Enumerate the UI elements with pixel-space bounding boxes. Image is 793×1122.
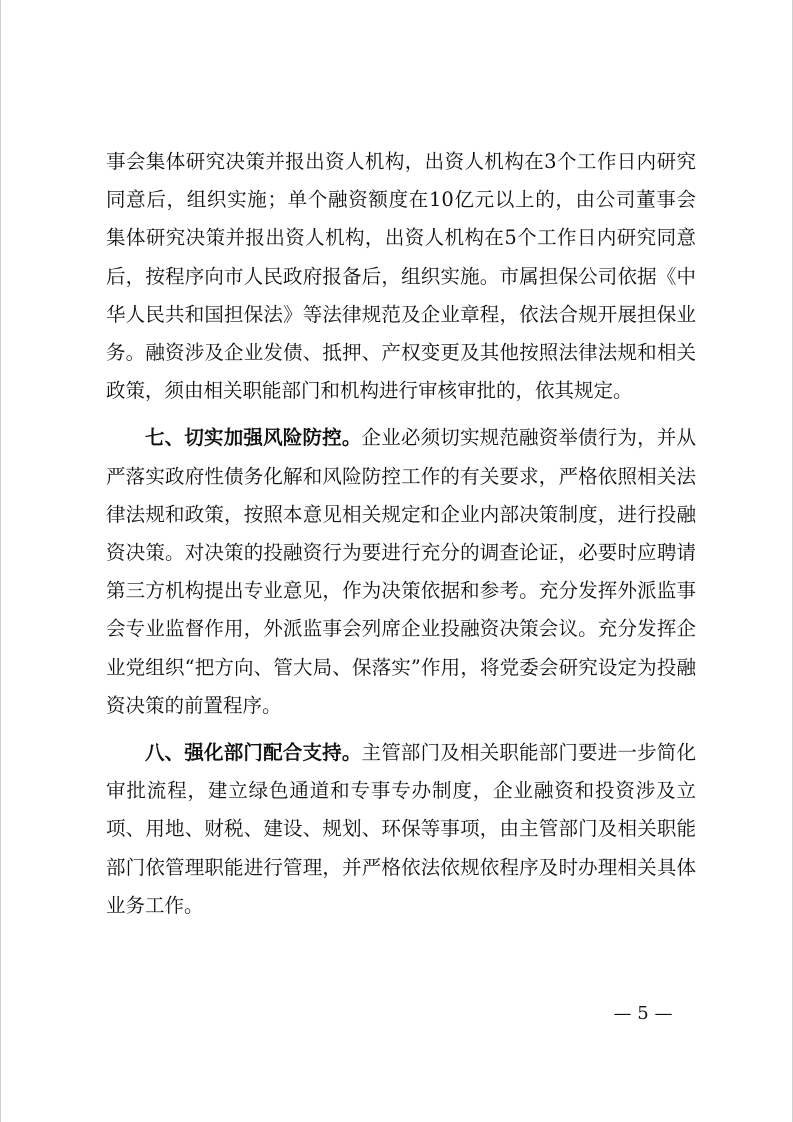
paragraph-text: 企业必须切实规范融资举债行为，并从严落实政府性债务化解和风险防控工作的有关要求，严格依照相关法律法规和政策，按照本意见相关规定和企业内部决策制度，进行投融资决策。对决策的投融资行为要进行充分的调查论证，必要时应聘请第三方机构提出专业意见，作为决策依据和参考。充分发挥外派监事会专业监督作用，外派监事会列席企业投融资决策会议。充分发挥企业党组织“把方向、管大局、保落实”作用，将党委会研究设定为投融资决策的前置程序。 — [106, 426, 696, 717]
page-number: — 5 — — [613, 1003, 673, 1024]
section-heading: 八、强化部门配合支持。 — [145, 741, 362, 765]
paragraph-text: 主管部门及相关职能部门要进一步简化审批流程，建立绿色通道和专事专办制度，企业融资和投资涉及立项、用地、财税、建设、规划、环保等事项，由主管部门及相关职能部门依管理职能进行管理，并严格依法依规依程序及时办理相关具体业务工作。 — [106, 741, 696, 917]
paragraph-continuation — [106, 143, 696, 410]
paragraph-section-7 — [106, 419, 696, 725]
paragraph-section-8 — [106, 734, 696, 925]
paragraph-text: 事会集体研究决策并报出资人机构，出资人机构在3个工作日内研究同意后，组织实施；单个融资额度在10亿元以上的，由公司董事会集体研究决策并报出资人机构，出资人机构在5个工作日内研究同意后，按程序向市人民政府报备后，组织实施。市属担保公司依据《中华人民共和国担保法》等法律规范及企业章程，依法合规开展担保业务。融资涉及企业发债、抵押、产权变更及其他按照法律法规和相关政策，须由相关职能部门和机构进行审核审批的，依其规定。 — [106, 150, 696, 403]
document-body — [106, 143, 696, 934]
section-heading: 七、切实加强风险防控。 — [145, 426, 362, 450]
